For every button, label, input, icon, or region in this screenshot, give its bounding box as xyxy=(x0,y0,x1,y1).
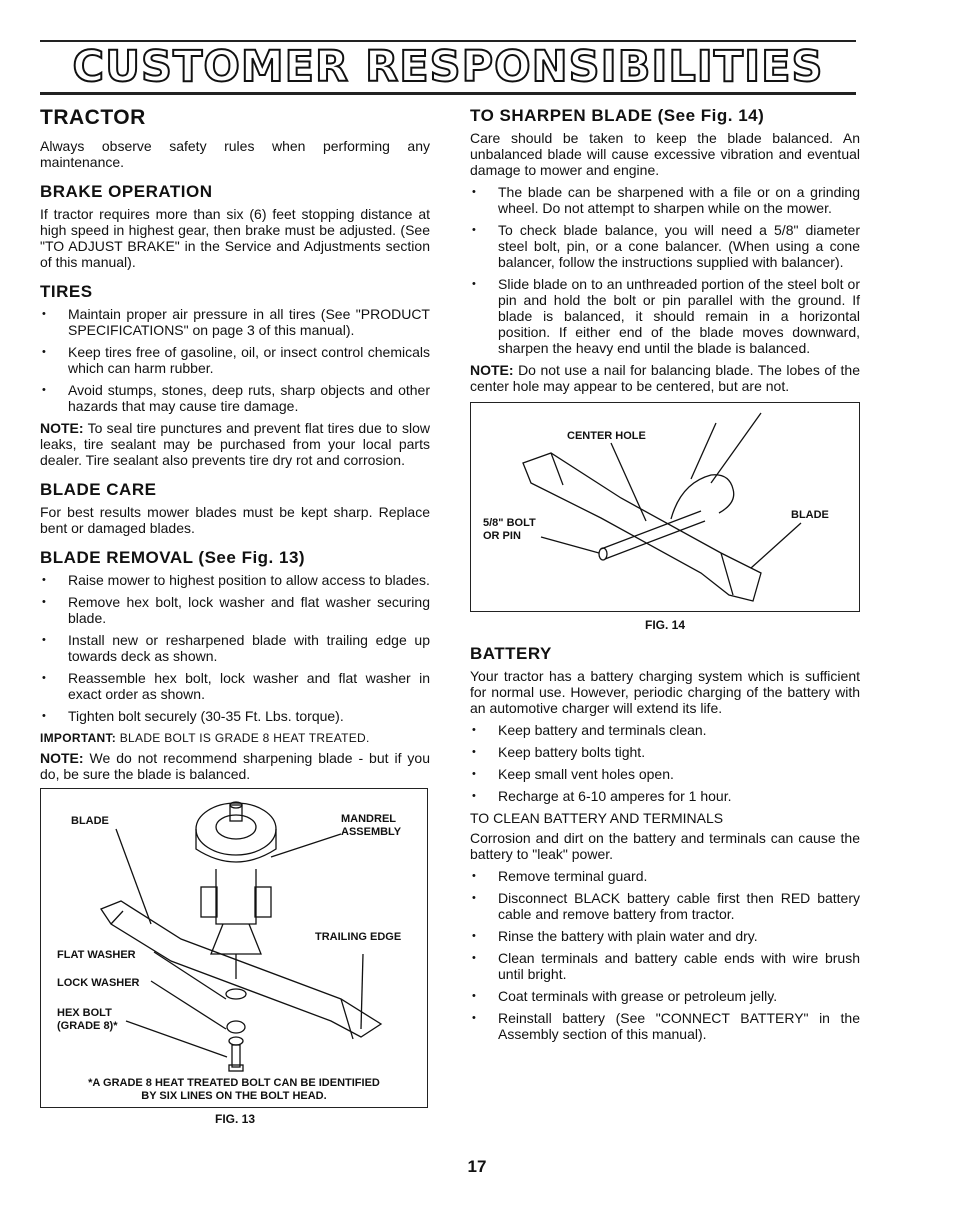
fig13-label-blade: BLADE xyxy=(71,815,109,827)
fig14-label-bolt: 5/8" BOLT OR PIN xyxy=(483,517,536,542)
left-column xyxy=(40,106,430,1126)
fig14-diagram xyxy=(470,402,860,612)
blade-removal-note xyxy=(40,750,430,782)
fig13-label-trailing-edge: TRAILING EDGE xyxy=(315,931,402,943)
list-item: • Remove hex bolt, lock washer and flat washer securing blade. xyxy=(40,594,430,626)
blade-care-heading: BLADE CARE xyxy=(40,480,157,499)
list-item: • Keep battery bolts tight. xyxy=(470,744,860,760)
fig13-footnote: *A GRADE 8 HEAT TREATED BOLT CAN BE IDENTIFIED BY SIX LINES ON THE BOLT HEAD. xyxy=(88,1077,380,1102)
battery-list xyxy=(470,722,860,804)
banner-rule xyxy=(40,92,856,95)
important-text: BLADE BOLT IS GRADE 8 HEAT TREATED. xyxy=(116,731,370,745)
list-item: • To check blade balance, you will need a 5/8" diameter steel bolt, pin, or a cone balancer. (When using a cone balancer, follow the instructions supplied with balancer). xyxy=(470,222,860,270)
note-text: To seal tire punctures and prevent flat tires due to slow leaks, tire sealant may be purchased from your local parts dealer. Tire sealant also prevents tire dry rot and corrosion. xyxy=(40,420,430,468)
sharpen-note xyxy=(470,362,860,394)
list-item: • Keep small vent holes open. xyxy=(470,766,860,782)
tractor-heading: TRACTOR xyxy=(40,106,146,129)
list-item: • Remove terminal guard. xyxy=(470,868,860,884)
tires-note xyxy=(40,420,430,468)
fig13-caption: FIG. 13 xyxy=(214,1112,255,1126)
blade-care-text: For best results mower blades must be kept sharp. Replace bent or damaged blades. xyxy=(40,504,430,536)
page-number: 17 xyxy=(467,1157,487,1176)
list-item: • Slide blade on to an unthreaded portion of the steel bolt or pin and hold the bolt or pin parallel with the ground. If blade is balanced, it should remain in a horizontal position. If either end of the blade moves downward, sharpen the heavy end until the blade is balanced. xyxy=(470,276,860,356)
fig14-label-center-hole: CENTER HOLE xyxy=(567,430,646,442)
note-text: We do not recommend sharpening blade - but if you do, be sure the blade is balanced. xyxy=(40,750,430,782)
note-label: NOTE: xyxy=(470,362,514,378)
fig13-label-mandrel: MANDREL ASSEMBLY xyxy=(341,813,402,838)
clean-battery-heading: TO CLEAN BATTERY AND TERMINALS xyxy=(470,810,724,826)
list-item: • Keep tires free of gasoline, oil, or insect control chemicals which can harm rubber. xyxy=(40,344,430,376)
battery-intro: Your tractor has a battery charging system which is sufficient for normal use. However, periodic charging of the battery with an automotive charger will extend its life. xyxy=(470,668,860,716)
fig13-diagram xyxy=(40,788,428,1108)
important-note xyxy=(40,730,430,746)
list-item: • Keep battery and terminals clean. xyxy=(470,722,860,738)
fig13-label-lock-washer: LOCK WASHER xyxy=(57,977,140,989)
list-item: • Disconnect BLACK battery cable first then RED battery cable and remove battery from tractor. xyxy=(470,890,860,922)
sharpen-list xyxy=(470,184,860,356)
blade-removal-list xyxy=(40,572,430,724)
blade-removal-heading: BLADE REMOVAL (See Fig. 13) xyxy=(40,548,306,567)
list-item: • Maintain proper air pressure in all tires (See "PRODUCT SPECIFICATIONS" on page 3 of this manual). xyxy=(40,306,430,338)
clean-battery-intro: Corrosion and dirt on the battery and terminals can cause the battery to "leak" power. xyxy=(470,830,860,862)
list-item: • Raise mower to highest position to allow access to blades. xyxy=(40,572,430,588)
brake-text: If tractor requires more than six (6) feet stopping distance at high speed in highest gear, then brake must be adjusted. (See "TO ADJUST BRAKE" in the Service and Adjustments section of this manual). xyxy=(40,206,430,270)
list-item: • Tighten bolt securely (30-35 Ft. Lbs. torque). xyxy=(40,708,430,724)
list-item: • The blade can be sharpened with a file or on a grinding wheel. Do not attempt to sharpen while on the mower. xyxy=(470,184,860,216)
fig14-caption: FIG. 14 xyxy=(644,618,685,632)
list-item: • Clean terminals and battery cable ends with wire brush until bright. xyxy=(470,950,860,982)
tires-list xyxy=(40,306,430,414)
list-item: • Reinstall battery (See "CONNECT BATTERY" in the Assembly section of this manual). xyxy=(470,1010,860,1042)
page-banner-title: CUSTOMER RESPONSIBILITIES xyxy=(72,42,824,92)
note-text: Do not use a nail for balancing blade. The lobes of the center hole may appear to be centered, but are not. xyxy=(470,362,860,394)
fig13-label-hex-bolt: HEX BOLT (GRADE 8)* xyxy=(57,1007,118,1032)
clean-battery-list xyxy=(470,868,860,1042)
note-label: NOTE: xyxy=(40,420,84,436)
list-item: • Rinse the battery with plain water and dry. xyxy=(470,928,860,944)
list-item: • Recharge at 6-10 amperes for 1 hour. xyxy=(470,788,860,804)
list-item: • Coat terminals with grease or petroleum jelly. xyxy=(470,988,860,1004)
important-label: IMPORTANT: xyxy=(40,731,117,745)
fig13-label-flat-washer: FLAT WASHER xyxy=(57,949,136,961)
sharpen-heading: TO SHARPEN BLADE (See Fig. 14) xyxy=(470,106,765,125)
right-column xyxy=(470,106,860,1048)
tractor-intro: Always observe safety rules when performing any maintenance. xyxy=(40,138,430,170)
brake-heading: BRAKE OPERATION xyxy=(40,182,213,201)
tires-heading: TIRES xyxy=(40,282,93,301)
fig14-label-blade: BLADE xyxy=(791,509,829,521)
list-item: • Reassemble hex bolt, lock washer and flat washer in exact order as shown. xyxy=(40,670,430,702)
sharpen-intro: Care should be taken to keep the blade balanced. An unbalanced blade will cause excessive vibration and eventual damage to mower and engine. xyxy=(470,130,860,178)
list-item: • Avoid stumps, stones, deep ruts, sharp objects and other hazards that may cause tire damage. xyxy=(40,382,430,414)
battery-heading: BATTERY xyxy=(470,644,552,663)
list-item: • Install new or resharpened blade with trailing edge up towards deck as shown. xyxy=(40,632,430,664)
note-label: NOTE: xyxy=(40,750,84,766)
blade-balance-drawing xyxy=(471,403,859,611)
